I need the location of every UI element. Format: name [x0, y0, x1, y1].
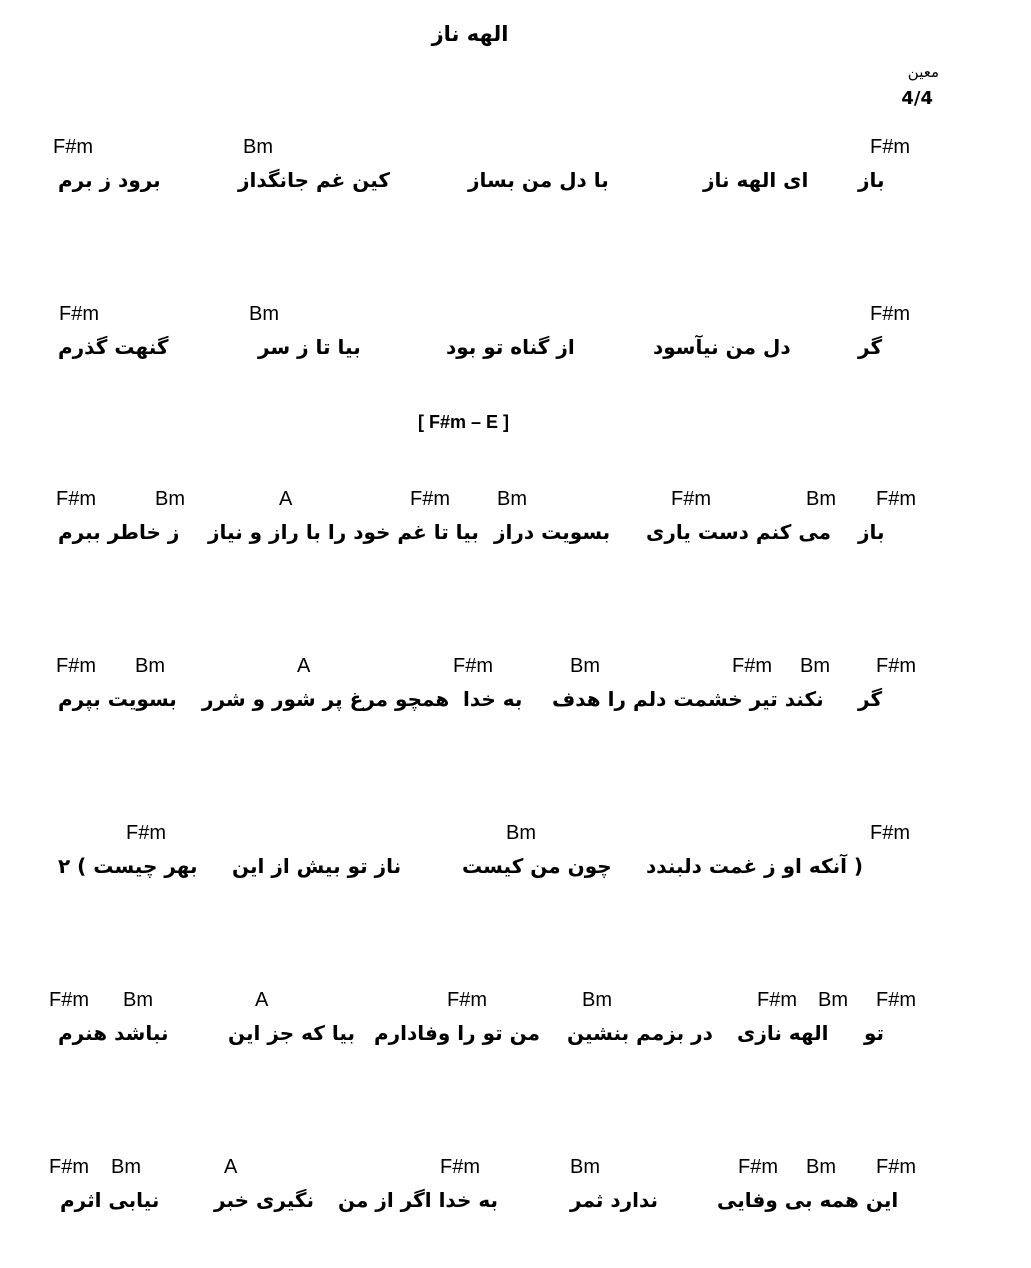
chord: Bm: [570, 655, 600, 677]
chord: F#m: [53, 136, 93, 158]
chord: Bm: [155, 488, 185, 510]
chord: F#m: [870, 136, 910, 158]
lyric-phrase: در بزمم بنشین: [567, 1021, 713, 1045]
chord: F#m: [876, 655, 916, 677]
lyric-phrase: نیابی اثرم: [60, 1188, 160, 1212]
lyric-phrase: از گناه تو بود: [446, 335, 575, 359]
chord: Bm: [506, 822, 536, 844]
chord: F#m: [49, 989, 89, 1011]
chord: Bm: [497, 488, 527, 510]
time-signature: 4/4: [901, 88, 933, 109]
chord: F#m: [876, 989, 916, 1011]
chord: Bm: [806, 1156, 836, 1178]
lyric-phrase: گر: [858, 335, 883, 359]
lyric-phrase: ناز تو بیش از این: [232, 854, 402, 878]
lyric-phrase: گنهت گذرم: [58, 335, 169, 359]
chord: A: [224, 1156, 238, 1178]
lyric-phrase: ( آنکه او ز غمت دلبندد: [646, 854, 864, 878]
chord: F#m: [56, 488, 96, 510]
lyric-phrase: نکند تیر خشمت دلم را هدف: [552, 687, 824, 711]
chord: A: [297, 655, 311, 677]
lyric-phrase: می کنم دست یاری: [646, 520, 831, 544]
chord: A: [279, 488, 293, 510]
chord: F#m: [870, 303, 910, 325]
chord: F#m: [56, 655, 96, 677]
chord: F#m: [453, 655, 493, 677]
lyric-phrase: تو: [864, 1021, 885, 1045]
lyric-phrase: ای الهه ناز: [703, 168, 809, 192]
chord: F#m: [59, 303, 99, 325]
chord: Bm: [570, 1156, 600, 1178]
lyric-phrase: بیا تا غم خود را با راز و نیاز: [208, 520, 479, 544]
lyric-phrase: نگیری خبر: [214, 1188, 315, 1212]
lyric-phrase: من تو را وفادارم: [374, 1021, 541, 1045]
chord: Bm: [800, 655, 830, 677]
chord: F#m: [49, 1156, 89, 1178]
chord: A: [255, 989, 269, 1011]
chord: F#m: [410, 488, 450, 510]
chord: Bm: [123, 989, 153, 1011]
chord: F#m: [876, 488, 916, 510]
lyric-phrase: به خدا اگر از من: [338, 1188, 498, 1212]
lyric-phrase: ز خاطر ببرم: [58, 520, 180, 544]
chord: F#m: [440, 1156, 480, 1178]
chord: F#m: [732, 655, 772, 677]
chord: F#m: [757, 989, 797, 1011]
lyric-phrase: نباشد هنرم: [58, 1021, 169, 1045]
lyric-phrase: بسویت بپرم: [58, 687, 177, 711]
lyric-phrase: کین غم جانگداز: [238, 168, 391, 192]
chord: F#m: [870, 822, 910, 844]
lyric-phrase: باز: [858, 520, 885, 544]
interlude-chords: [ F#m – E ]: [418, 412, 510, 432]
chord: F#m: [738, 1156, 778, 1178]
lyric-phrase: بسویت دراز: [494, 520, 611, 544]
lyric-phrase: بیا تا ز سر: [258, 335, 361, 359]
lyric-phrase: برود ز برم: [58, 168, 161, 192]
lyric-phrase: با دل من بساز: [468, 168, 609, 192]
lyric-phrase: به خدا: [463, 687, 523, 711]
lyric-phrase: باز: [858, 168, 885, 192]
chord: F#m: [671, 488, 711, 510]
chord: F#m: [876, 1156, 916, 1178]
lyric-phrase: دل من نیآسود: [653, 335, 791, 359]
chord: Bm: [111, 1156, 141, 1178]
lyric-phrase: همچو مرغ پر شور و شرر: [202, 687, 450, 711]
lyric-phrase: بهر چیست ) ۲: [58, 854, 198, 878]
lyric-phrase: بیا که جز این: [228, 1021, 356, 1045]
chord: Bm: [582, 989, 612, 1011]
lyric-phrase: الهه نازی: [737, 1021, 829, 1045]
lyric-phrase: چون من کیست: [462, 854, 612, 878]
lyric-phrase: این همه بی وفایی: [717, 1188, 899, 1212]
composer-name: معین: [907, 63, 939, 81]
lyric-phrase: ندارد ثمر: [570, 1188, 659, 1212]
chord: F#m: [447, 989, 487, 1011]
song-title: الهه ناز: [431, 22, 509, 46]
chord: Bm: [243, 136, 273, 158]
chord: Bm: [818, 989, 848, 1011]
chord: Bm: [249, 303, 279, 325]
chord: Bm: [806, 488, 836, 510]
chord: Bm: [135, 655, 165, 677]
lyric-phrase: گر: [858, 687, 883, 711]
chord: F#m: [126, 822, 166, 844]
